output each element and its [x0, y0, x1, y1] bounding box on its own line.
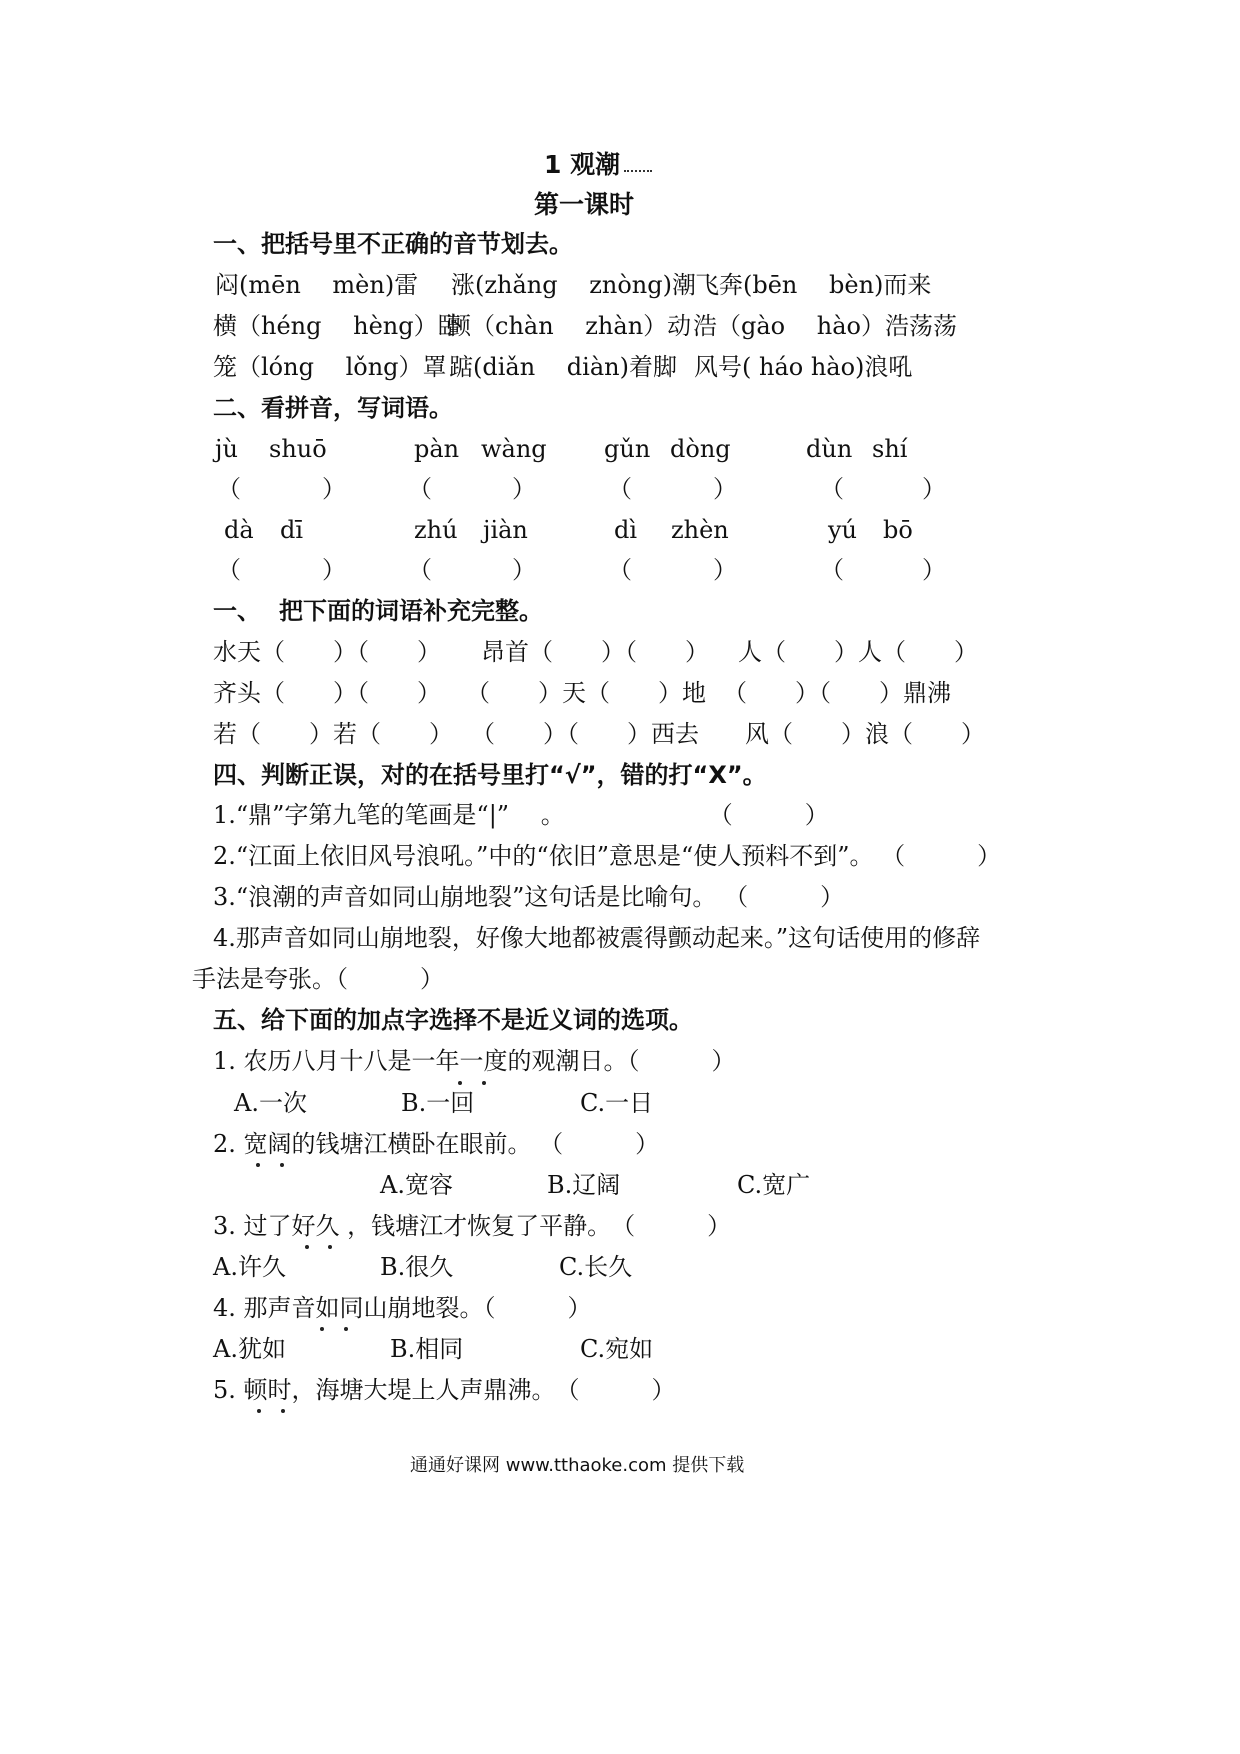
emphasis-dot [328, 1245, 332, 1249]
s4-item-text: 手法是夸张。（ ） [192, 965, 444, 993]
answer-rparen: ） [322, 556, 346, 584]
s5-q2-options [0, 1170, 1240, 1200]
pinyin: dùn [806, 435, 853, 463]
pinyin-row-2 [0, 515, 1240, 545]
s5-question-text: 2. 宽阔的钱塘江横卧在眼前。 （ ） [213, 1130, 660, 1158]
answer-rparen: ） [713, 556, 737, 584]
answer-lparen: （ [820, 475, 844, 503]
answer-rparen: ） [922, 475, 946, 503]
pinyin: dì [614, 516, 638, 544]
option-a: A.宽容 [380, 1171, 453, 1199]
pinyin: wàng [481, 435, 547, 463]
s1-item: 颤（chàn zhàn）动 [447, 312, 692, 340]
option-a: A.犹如 [213, 1335, 286, 1363]
s5-q2 [0, 1129, 1240, 1159]
answer-rparen: ） [922, 556, 946, 584]
pinyin: shí [872, 435, 908, 463]
emphasis-dot [281, 1409, 285, 1413]
s4-item-2 [0, 841, 1240, 871]
s1-item: 笼（lóng lǒng）罩 [213, 353, 447, 381]
emphasis-dot [257, 1409, 261, 1413]
s4-item-text: 3.“浪潮的声音如同山崩地裂”这句话是比喻句。 （ ） [213, 883, 845, 911]
emphasis-dot [280, 1163, 284, 1167]
option-c: C.长久 [559, 1253, 633, 1281]
s3-item: 若（ ）若（ ） [213, 720, 453, 748]
s1-item: 飞奔(bēn bèn)而来 [695, 271, 932, 299]
s5-question-text: 4. 那声音如同山崩地裂。（ ） [213, 1294, 592, 1322]
s4-item-4-cont [0, 964, 1240, 994]
s1-item: 闷(mēn mèn)雷 [215, 271, 419, 299]
emphasis-dot [320, 1327, 324, 1331]
pinyin: bō [883, 516, 913, 544]
s3-item: 齐头（ ）（ ） [213, 679, 441, 707]
pinyin-row-1 [0, 434, 1240, 464]
section-3-heading-number: 一、 [213, 597, 261, 625]
option-b: B.很久 [380, 1253, 454, 1281]
pinyin: jiàn [483, 516, 528, 544]
s5-q4 [0, 1293, 1240, 1323]
s1-row-1 [0, 270, 1240, 300]
answer-rparen: ） [512, 475, 536, 503]
answer-row-1 [0, 474, 1240, 504]
s3-item: 水天（ ）（ ） [213, 638, 441, 666]
answer-lparen: （ [217, 475, 241, 503]
answer-lparen: （ [608, 556, 632, 584]
s4-item-3 [0, 882, 1240, 912]
answer-rparen: ） [713, 475, 737, 503]
s5-q4-options [0, 1334, 1240, 1364]
page-footer: 通通好课网 www.tthaoke.com 提供下载 [410, 1455, 745, 1476]
section-2-heading: 二、看拼音，写词语。 [213, 394, 453, 422]
s4-item-1 [0, 800, 1240, 830]
s1-item: 涨(zhǎng znòng)潮 [451, 271, 696, 299]
emphasis-dot [305, 1245, 309, 1249]
s5-q3 [0, 1211, 1240, 1241]
emphasis-dot [482, 1081, 486, 1085]
answer-lparen: （ [608, 475, 632, 503]
pinyin: dòng [670, 435, 731, 463]
s3-item: （ ）（ ）西去 [471, 720, 699, 748]
answer-lparen: （ [217, 556, 241, 584]
s3-item: 人（ ）人（ ） [738, 638, 978, 666]
s5-question-text: 5. 顿时，海塘大堤上人声鼎沸。 （ ） [213, 1376, 676, 1404]
section-4-heading: 四、判断正误，对的在括号里打“√”，错的打“X”。 [213, 761, 767, 789]
lesson-subtitle: 第一课时 [534, 190, 635, 219]
s4-item-text: 1.“鼎”字第九笔的笔画是“|” 。 （ ） [213, 801, 829, 829]
option-b: B.辽阔 [547, 1171, 621, 1199]
s5-q3-options [0, 1252, 1240, 1282]
pinyin: dà [224, 516, 254, 544]
s3-row-3 [0, 719, 1240, 749]
answer-lparen: （ [820, 556, 844, 584]
option-c: C.一日 [580, 1089, 654, 1117]
section-5-heading: 五、给下面的加点字选择不是近义词的选项。 [213, 1006, 693, 1034]
s5-q1-options [0, 1088, 1240, 1118]
pinyin: gǔn [604, 435, 651, 463]
s3-row-1 [0, 637, 1240, 667]
pinyin: pàn [414, 435, 460, 463]
emphasis-dot [344, 1327, 348, 1331]
s3-item: 昂首（ ）（ ） [481, 638, 709, 666]
pinyin: zhèn [671, 516, 729, 544]
pinyin: jù [215, 435, 238, 463]
s5-question-text: 1. 农历八月十八是一年一度的观潮日。（ ） [213, 1047, 736, 1075]
answer-rparen: ） [512, 556, 536, 584]
option-b: B.相同 [390, 1335, 464, 1363]
answer-lparen: （ [408, 556, 432, 584]
answer-row-2 [0, 555, 1240, 585]
pinyin: yú [828, 516, 858, 544]
s3-row-2 [0, 678, 1240, 708]
option-b: B.一回 [401, 1089, 475, 1117]
section-1-heading: 一、把括号里不正确的音节划去。 [213, 230, 573, 258]
s1-row-3 [0, 352, 1240, 382]
decorative-dots [624, 160, 652, 172]
s3-item: 风（ ）浪（ ） [745, 720, 985, 748]
pinyin: zhú [414, 516, 458, 544]
lesson-title [544, 152, 652, 177]
pinyin: shuō [269, 435, 327, 463]
option-c: C.宽广 [737, 1171, 811, 1199]
lesson-title-text: 1 观潮 [544, 150, 621, 179]
s1-item: 浩（gào hào）浩荡荡 [693, 312, 957, 340]
answer-lparen: （ [408, 475, 432, 503]
section-3-heading: 把下面的词语补充完整。 [279, 597, 543, 625]
s3-item: （ ）（ ）鼎沸 [723, 679, 951, 707]
s4-item-4 [0, 923, 1240, 953]
emphasis-dot [458, 1081, 462, 1085]
s3-item: （ ）天（ ）地 [466, 679, 706, 707]
pinyin: dī [280, 516, 304, 544]
s4-item-text: 2.“江面上依旧风号浪吼。”中的“依旧”意思是“使人预料不到”。 （ ） [213, 842, 1002, 870]
s5-q1 [0, 1046, 1240, 1076]
s1-row-2 [0, 311, 1240, 341]
emphasis-dot [256, 1163, 260, 1167]
answer-rparen: ） [322, 475, 346, 503]
option-c: C.宛如 [580, 1335, 654, 1363]
s5-q5 [0, 1375, 1240, 1405]
s1-item: 横（héng hèng）卧 [213, 312, 462, 340]
s1-item: 踮(diǎn diàn)着脚 [449, 353, 677, 381]
s5-question-text: 3. 过了好久 ，钱塘江才恢复了平静。 （ ） [213, 1212, 732, 1240]
option-a: A.许久 [213, 1253, 286, 1281]
option-a: A.一次 [234, 1089, 307, 1117]
s4-item-text: 4.那声音如同山崩地裂，好像大地都被震得颤动起来。”这句话使用的修辞 [213, 924, 981, 952]
s1-item: 风号( háo hào)浪吼 [694, 353, 913, 381]
